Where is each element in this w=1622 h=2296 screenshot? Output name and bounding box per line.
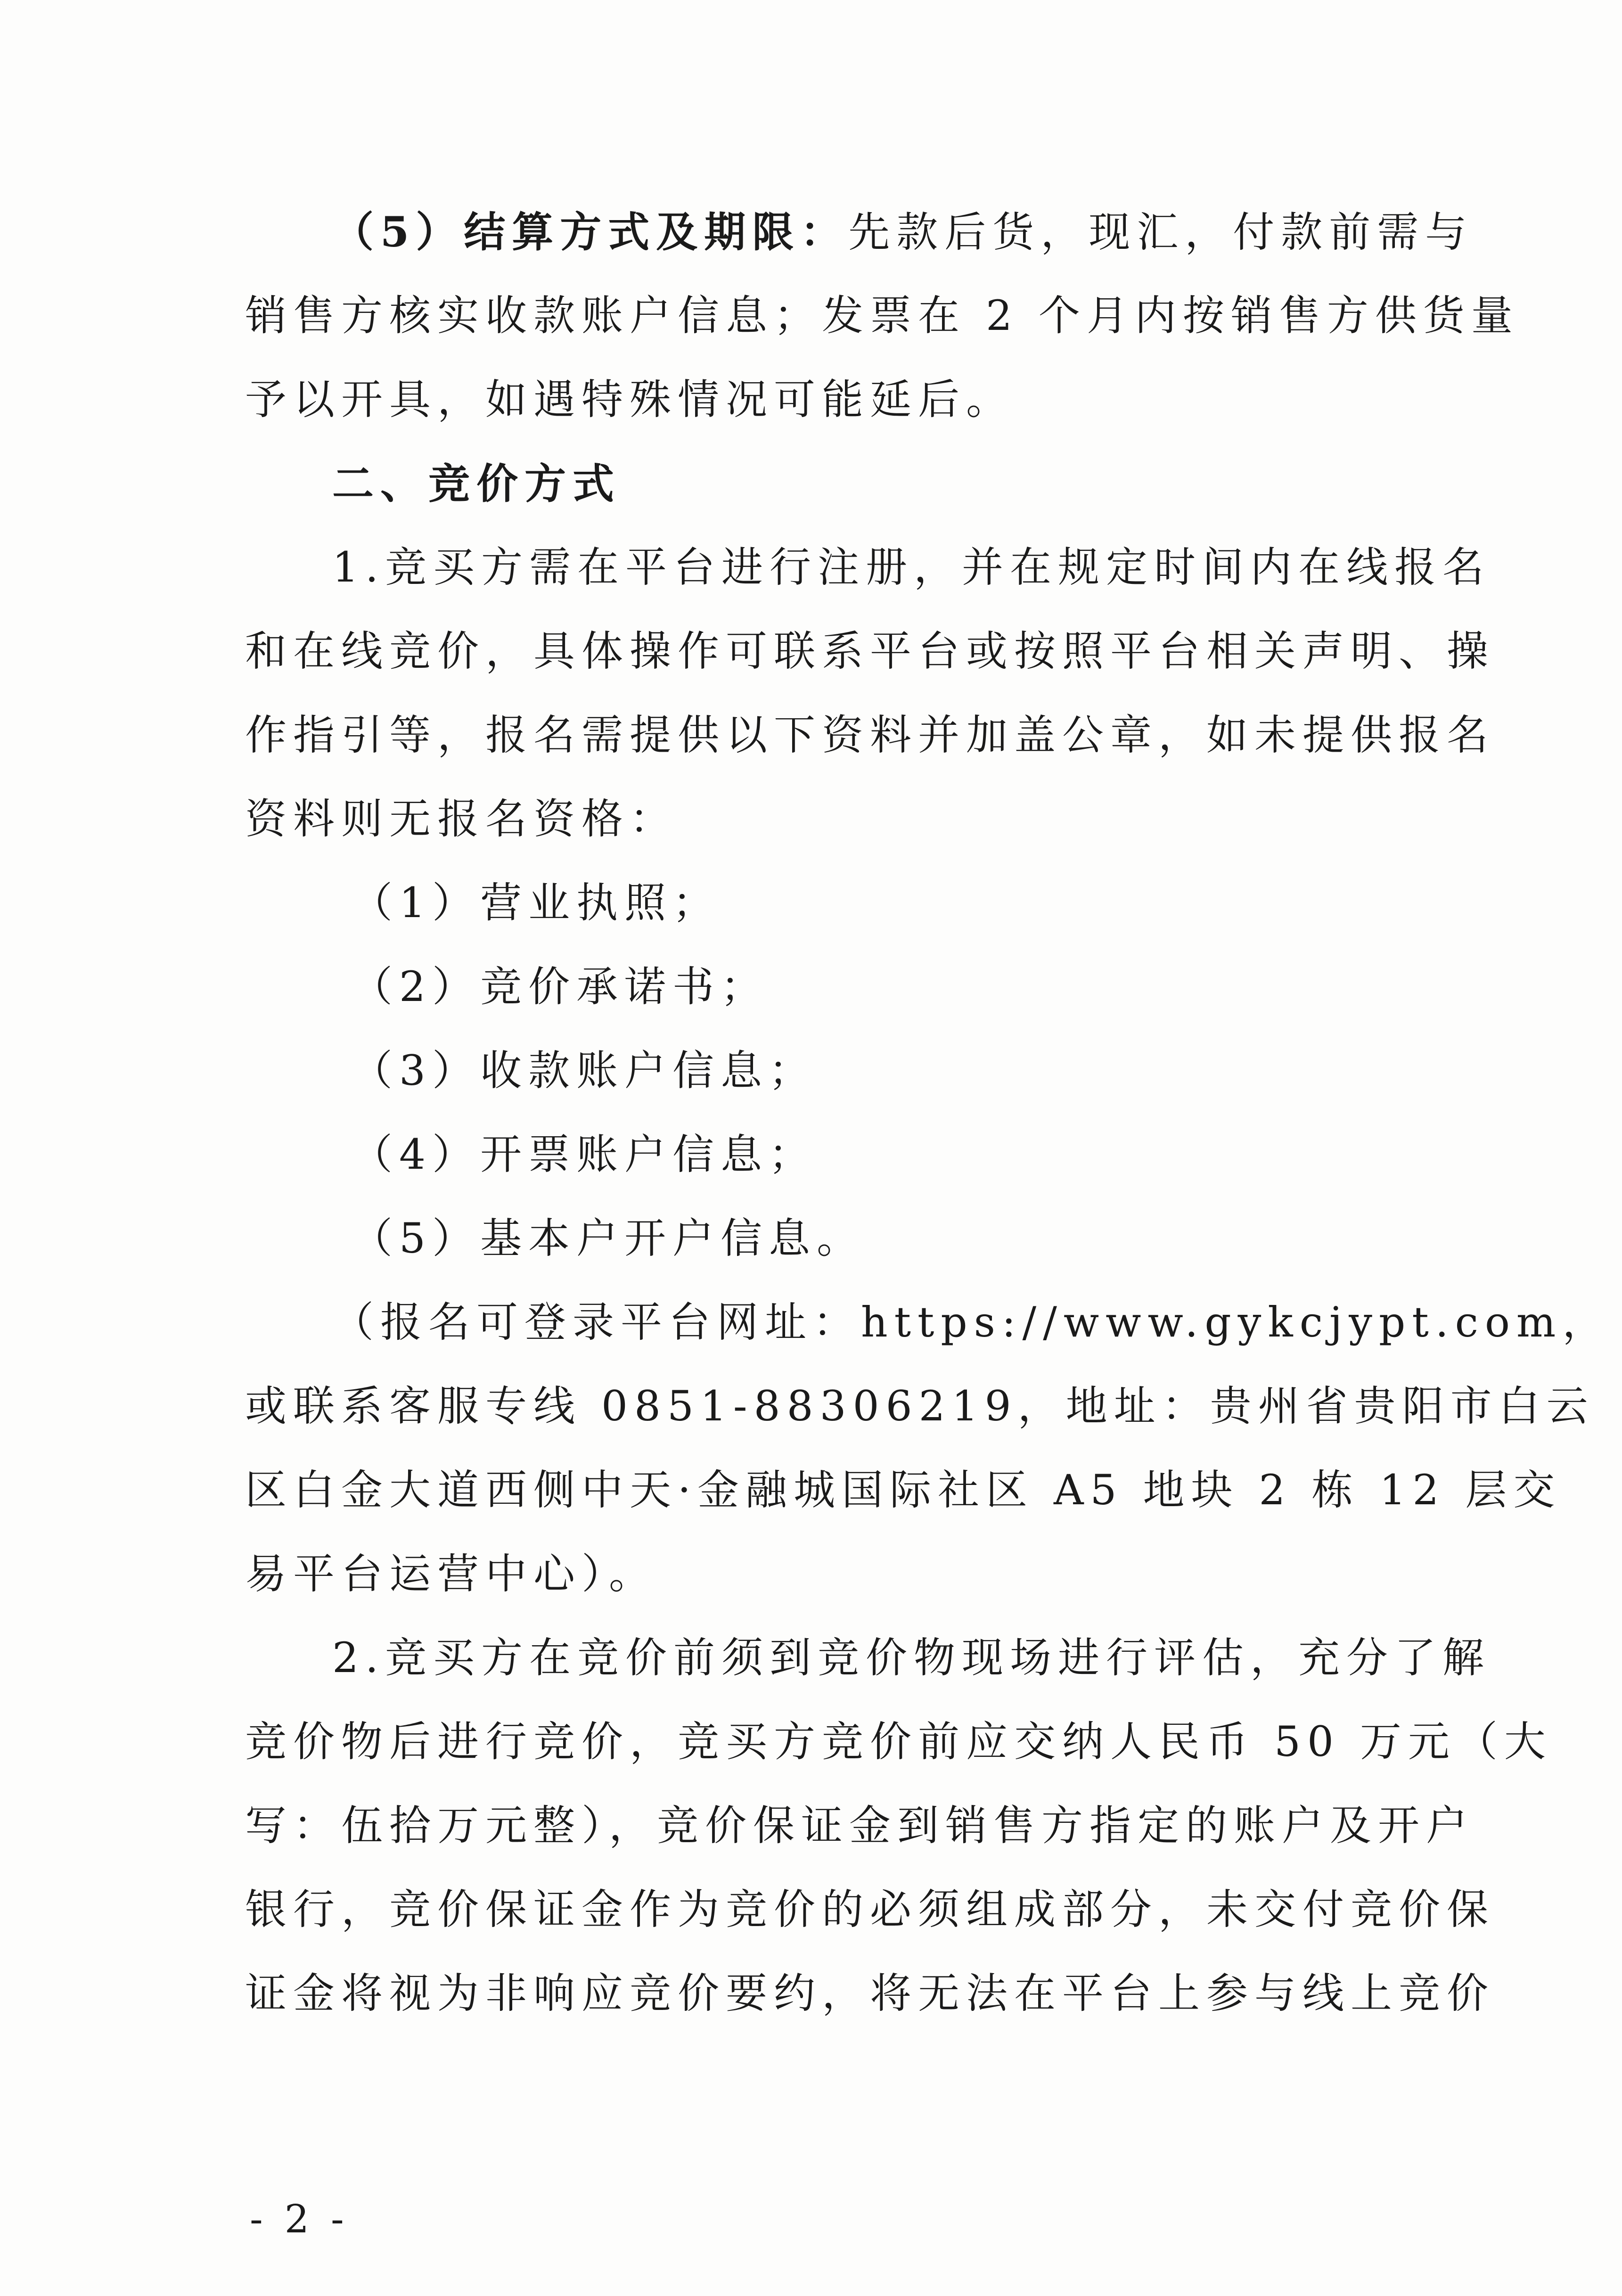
item2-line-3: 写：伍拾万元整），竞价保证金到销售方指定的账户及开户 — [245, 1801, 1475, 1850]
material-item-3: （3）收款账户信息； — [351, 1046, 817, 1095]
item1-line-3: 作指引等，报名需提供以下资料并加盖公章，如未提供报名 — [245, 711, 1495, 759]
material-item-4: （4）开票账户信息； — [351, 1130, 817, 1179]
item1-line-2: 和在线竞价，具体操作可联系平台或按照平台相关声明、操 — [245, 627, 1495, 675]
contact-line-3: 区白金大道西侧中天·金融城国际社区 A5 地块 2 栋 12 层交 — [245, 1466, 1562, 1514]
item1-line-4: 资料则无报名资格： — [245, 795, 678, 843]
material-item-2: （2）竞价承诺书； — [351, 962, 769, 1011]
settlement-line-2: 销售方核实收款账户信息；发票在 2 个月内按销售方供货量 — [245, 291, 1519, 340]
item2-line-2: 竞价物后进行竞价，竞买方竞价前应交纳人民币 50 万元（大 — [245, 1717, 1552, 1766]
material-item-5: （5）基本户开户信息。 — [351, 1214, 865, 1263]
settlement-line-3: 予以开具，如遇特殊情况可能延后。 — [245, 375, 1015, 424]
contact-line-1: （报名可登录平台网址：https://www.gykcjypt.com， — [332, 1298, 1611, 1346]
contact-line-4: 易平台运营中心）。 — [245, 1550, 657, 1598]
page-number: - 2 - — [250, 2197, 349, 2242]
settlement-text: 先款后货，现汇，付款前需与 — [848, 208, 1474, 256]
material-item-1: （1）营业执照； — [351, 878, 721, 927]
contact-line-2: 或联系客服专线 0851-88306219，地址：贵州省贵阳市白云 — [245, 1382, 1595, 1430]
item2-line-1: 2.竞买方在竞价前须到竞价物现场进行评估，充分了解 — [332, 1633, 1491, 1682]
item1-line-1: 1.竞买方需在平台进行注册，并在规定时间内在线报名 — [332, 543, 1491, 591]
section-heading-bidding-method: 二、竞价方式 — [332, 459, 621, 508]
settlement-heading: （5）结算方式及期限： — [332, 207, 849, 256]
item2-line-5: 证金将视为非响应竞价要约，将无法在平台上参与线上竞价 — [245, 1969, 1495, 2017]
settlement-line-1 — [332, 208, 1473, 256]
item2-line-4: 银行，竞价保证金作为竞价的必须组成部分，未交付竞价保 — [245, 1885, 1495, 1934]
